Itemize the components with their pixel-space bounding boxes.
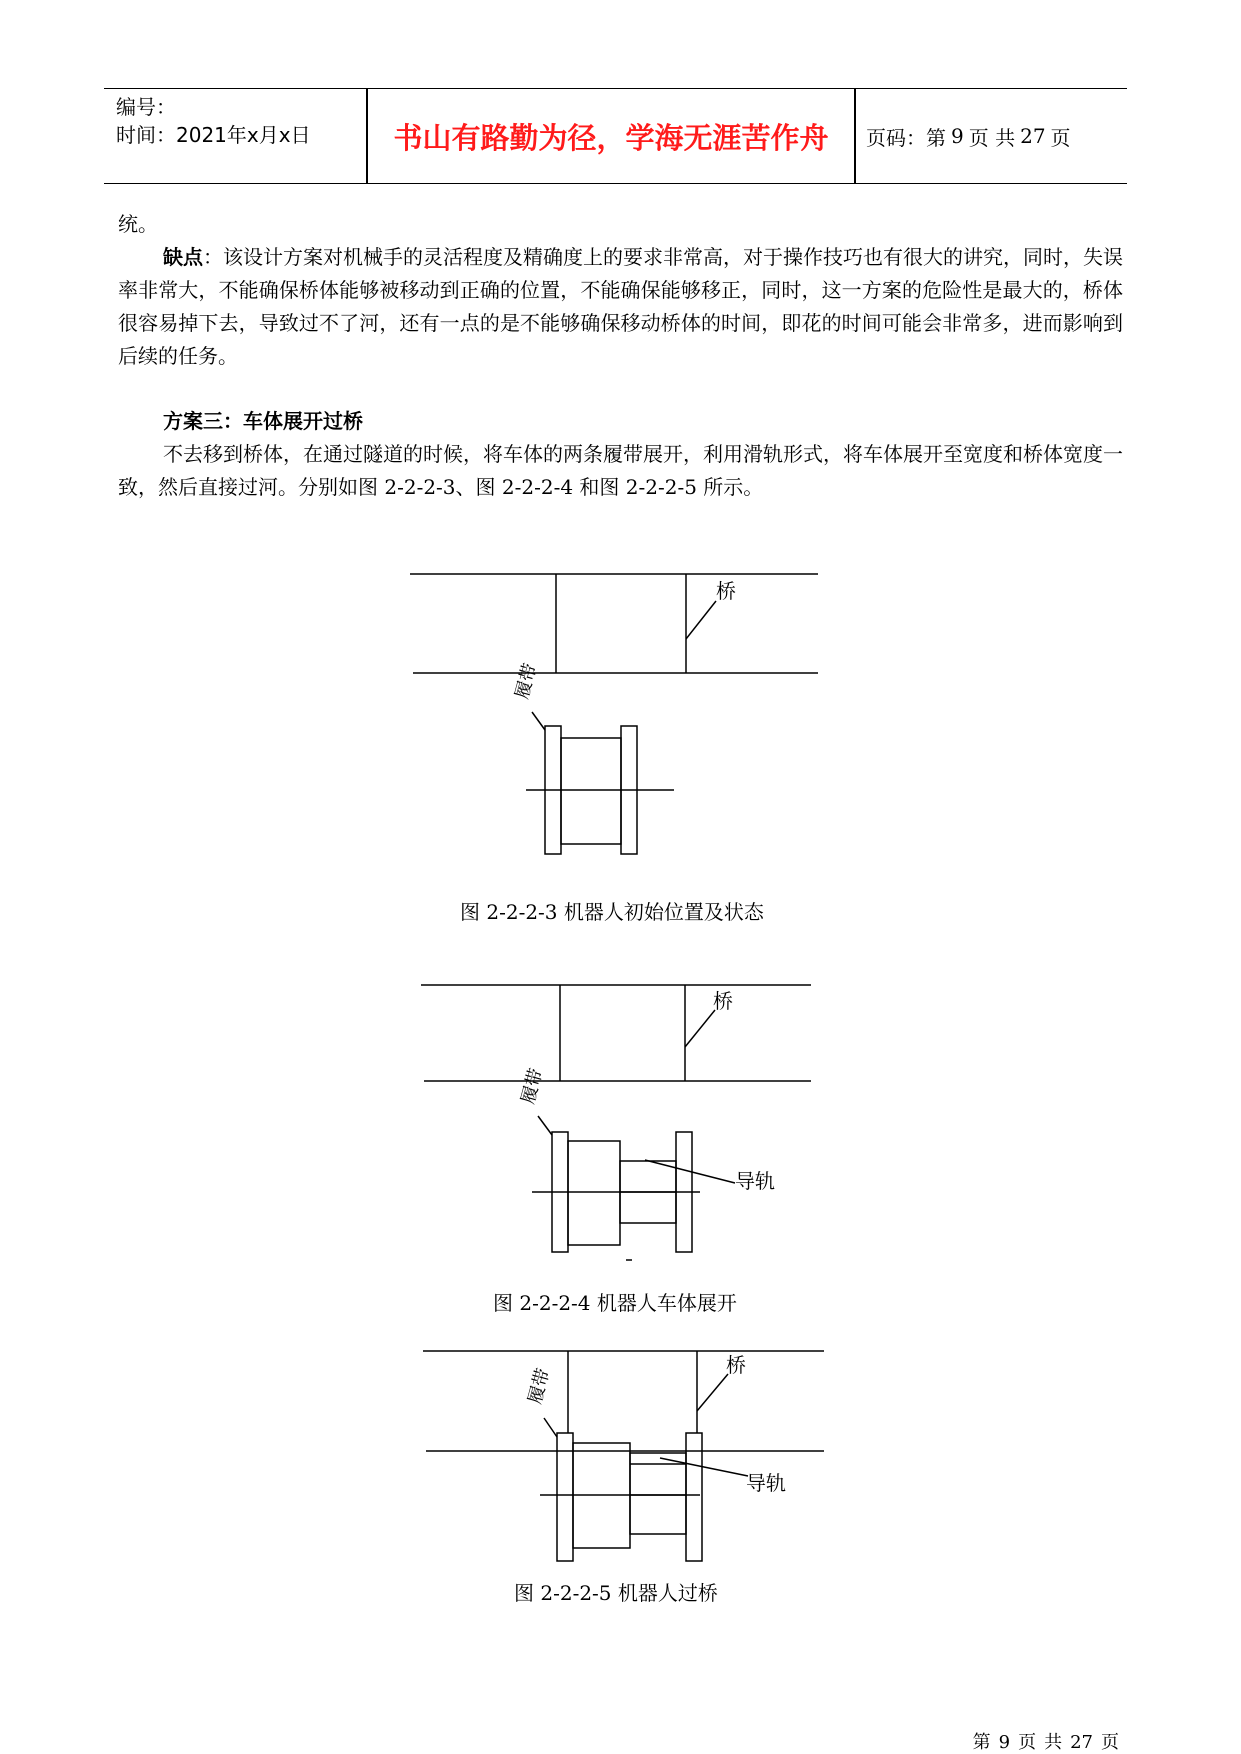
- footer-suffix: 页: [1101, 1732, 1119, 1753]
- footer-middle1: 页: [1018, 1732, 1037, 1753]
- track-leader-line: [544, 1418, 557, 1437]
- rail-leader-line: [660, 1458, 748, 1476]
- footer-total: 27: [1070, 1732, 1093, 1753]
- paragraph-continuation: 统。: [118, 212, 158, 236]
- label-rail: 导轨: [746, 1471, 786, 1495]
- label-rail: 导轨: [735, 1169, 775, 1193]
- footer-middle2: 共: [1044, 1732, 1063, 1753]
- track-leader-line: [538, 1116, 552, 1135]
- rail-leader-line: [645, 1160, 735, 1183]
- bridge-leader-line: [686, 601, 716, 639]
- track-leader-line: [532, 712, 545, 730]
- page-middle: 页 共: [968, 125, 1016, 150]
- disadvantage-label: 缺点: [163, 245, 203, 269]
- time-label: 时间：2021年x月x日: [116, 123, 311, 147]
- label-track: 履带: [517, 1066, 548, 1107]
- figure-caption-2: 图 2-2-2-4 机器人车体展开: [493, 1291, 737, 1315]
- robot-body: [568, 1141, 620, 1245]
- label-track: 履带: [524, 1366, 555, 1407]
- bridge-leader-line: [697, 1374, 728, 1411]
- bridge-leader-line: [685, 1010, 715, 1047]
- page-prefix: 页码：第: [866, 125, 946, 150]
- disadvantage-text: ：该设计方案对机械手的灵活程度及精确度上的要求非常高，对于操作技巧也有很大的讲究，同时，失误率非常大，不能确保桥体能够被移动到正确的位置，不能确保能够移正，同时，这一方案的危险性是最大的，桥体很容易掉下去，导致过不了河，还有一点的是不能够确保移动桥体的时间，即花的时间可能会非常多，进而影响到后续的任务。: [118, 245, 1123, 368]
- track-left: [557, 1433, 573, 1561]
- figure-body-expanded: [421, 985, 811, 1260]
- robot-body: [561, 738, 621, 844]
- page-footer: [969, 1728, 1123, 1754]
- figure-caption-1: 图 2-2-2-3 机器人初始位置及状态: [460, 900, 764, 924]
- label-track: 履带: [511, 661, 542, 702]
- page-current: 9: [951, 124, 964, 148]
- figure-initial-position: [410, 574, 818, 854]
- track-right: [686, 1433, 702, 1561]
- page-total: 27: [1020, 124, 1046, 148]
- figure-crossing-bridge: [423, 1351, 824, 1561]
- paragraph-scheme3: 不去移到桥体，在通过隧道的时候，将车体的两条履带展开，利用滑轨形式，将车体展开至宽度和桥体宽度一致，然后直接过河。分别如图 2-2-2-3、图 2-2-2-4 和图 2-2-2-5 所示。: [118, 442, 1123, 499]
- footer-current: 9: [998, 1732, 1011, 1753]
- label-bridge: 桥: [713, 989, 733, 1013]
- figure-caption-3: 图 2-2-2-5 机器人过桥: [514, 1581, 718, 1605]
- header-motto: 书山有路勤为径，学海无涯苦作舟: [393, 120, 829, 155]
- label-bridge: 桥: [726, 1353, 746, 1377]
- section-heading: 方案三：车体展开过桥: [163, 409, 363, 433]
- label-bridge: 桥: [716, 579, 736, 603]
- serial-label: 编号：: [116, 95, 176, 119]
- rail-block: [630, 1453, 686, 1534]
- footer-prefix: 第: [972, 1732, 991, 1753]
- page-suffix: 页: [1050, 125, 1071, 150]
